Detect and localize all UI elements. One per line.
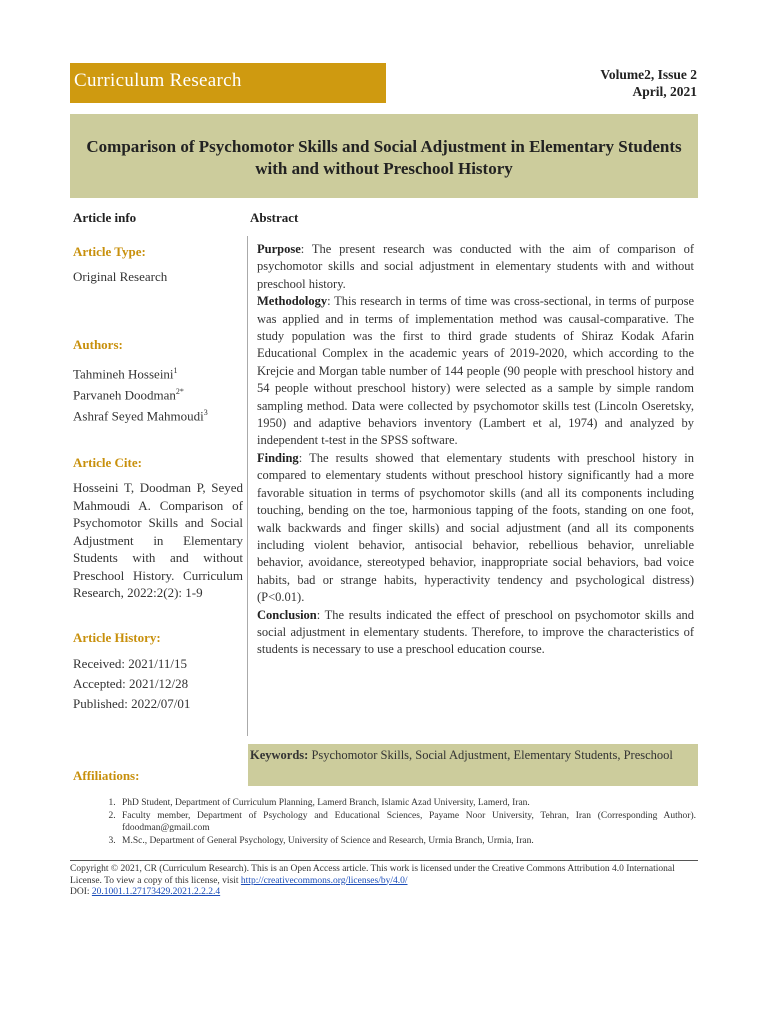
article-type-heading: Article Type: xyxy=(73,244,146,259)
article-history xyxy=(73,654,190,714)
keywords xyxy=(250,747,694,764)
copyright-text: Copyright © 2021, CR (Curriculum Research). This is an Open Access article. This work is licensed under the Creative Commons Attribution 4.0 International License. To view a copy of this license, visit xyxy=(70,864,675,886)
affiliation-1: 1. PhD Student, Department of Curriculum Planning, Lamerd Branch, Islamic Azad University, Lamerd, Iran. xyxy=(118,797,696,810)
abstract-body xyxy=(257,241,694,659)
keywords-label: Keywords: xyxy=(250,748,309,762)
affiliation-2: 2. Faculty member, Department of Psychology and Educational Sciences, Payame Noor University, Tehran, Iran (Corresponding Author). fdoodman@gmail.com xyxy=(118,810,696,835)
doi-link[interactable]: 20.1001.1.27173429.2021.2.2.2.4 xyxy=(91,887,221,897)
abstract-purpose: Purpose: The present research was conducted with the aim of comparison of psychomotor skills and social adjustment in elementary students with and without preschool history. xyxy=(257,242,694,291)
column-divider xyxy=(247,236,248,736)
issue-date: April, 2021 xyxy=(632,84,697,99)
footer-divider xyxy=(70,860,698,861)
abstract-conclusion: Conclusion: The results indicated the effect of preschool on psychomotor skills and social adjustment in elementary students. Therefore, to improve the characteristics of students is necessary to use a preschool education course. xyxy=(257,607,694,657)
abstract-finding: Finding: The results showed that elementary students with preschool history in compared to elementary students without preschool history significantly had a more favorable situation in terms of psychomotor skills (and all its components including touching, bending on the toe, harmonious tapping of the foots, standing on one foot, walk backwards and finger skills) and social adjustment (and all its components including violent behavior, antisocial behavior, rebellious behavior, unreliable behavior, avoidance, stereotyped behavior, inappropriate social behaviors, bad voice habits, bad or strange habits, hyperactivity tendency and psychological distress) (P<0.01). xyxy=(257,450,694,605)
affiliation-3: 3. M.Sc., Department of General Psychology, University of Science and Research, Urmia Branch, Urmia, Iran. xyxy=(118,835,696,848)
doi-label: DOI: xyxy=(70,887,92,897)
keywords-text: Psychomotor Skills, Social Adjustment, Elementary Students, Preschool xyxy=(308,748,673,762)
article-title: Comparison of Psychomotor Skills and Social Adjustment in Elementary Students with and without Preschool History xyxy=(86,137,682,178)
author-2: Parvaneh Doodman$^{2*}$ xyxy=(73,386,184,403)
published-date: Published: 2022/07/01 xyxy=(73,696,191,711)
authors-list xyxy=(73,362,243,424)
journal-name: Curriculum Research xyxy=(74,70,242,91)
abstract-label: Abstract xyxy=(250,210,299,225)
article-cite-text: Hosseini T, Doodman P, Seyed Mahmoudi A. Comparison of Psychomotor Skills and Social Adjustment in Elementary Students with and without Preschool History. Curriculum Research, 2022:2(2): 1-9 xyxy=(73,480,243,600)
received-date: Received: 2021/11/15 xyxy=(73,656,187,671)
copyright-notice xyxy=(70,864,698,899)
authors-heading: Authors: xyxy=(73,337,123,352)
license-link[interactable]: http://creativecommons.org/licenses/by/4.0/ xyxy=(240,875,408,886)
affiliations-heading: Affiliations: xyxy=(73,768,140,783)
volume-issue: Volume2, Issue 2 xyxy=(600,67,697,82)
author-3: Ashraf Seyed Mahmoudi$^3$ xyxy=(73,407,208,423)
author-1: Tahmineh Hosseini$^1$ xyxy=(73,366,178,382)
article-cite-heading: Article Cite: xyxy=(73,455,142,470)
article-type: Original Research xyxy=(73,269,168,284)
accepted-date: Accepted: 2021/12/28 xyxy=(73,676,189,691)
volume-issue-block xyxy=(600,66,697,100)
abstract-methodology: Methodology: This research in terms of time was cross-sectional, in terms of purpose was applied and in terms of implementation method was causal-comparative. The study population was the first to third grade students of Shiraz Kodak Afarin Educational Complex in the academic years of 2019-2020, which according to the Krejcie and Morgan table number of 144 people (90 people with preschool history and 54 people without preschool history) were selected as a sample by simple random sampling method. Data were collected by psychomotor skills test (Lincoln Oseretsky, 1950) and adaptive behaviors inventory (Lambert et al, 1974) and analyzed by independent t-test in the SPSS software. xyxy=(257,294,694,448)
article-history-heading: Article History: xyxy=(73,630,161,645)
affiliations-list xyxy=(96,797,696,847)
article-info-label: Article info xyxy=(73,210,137,225)
